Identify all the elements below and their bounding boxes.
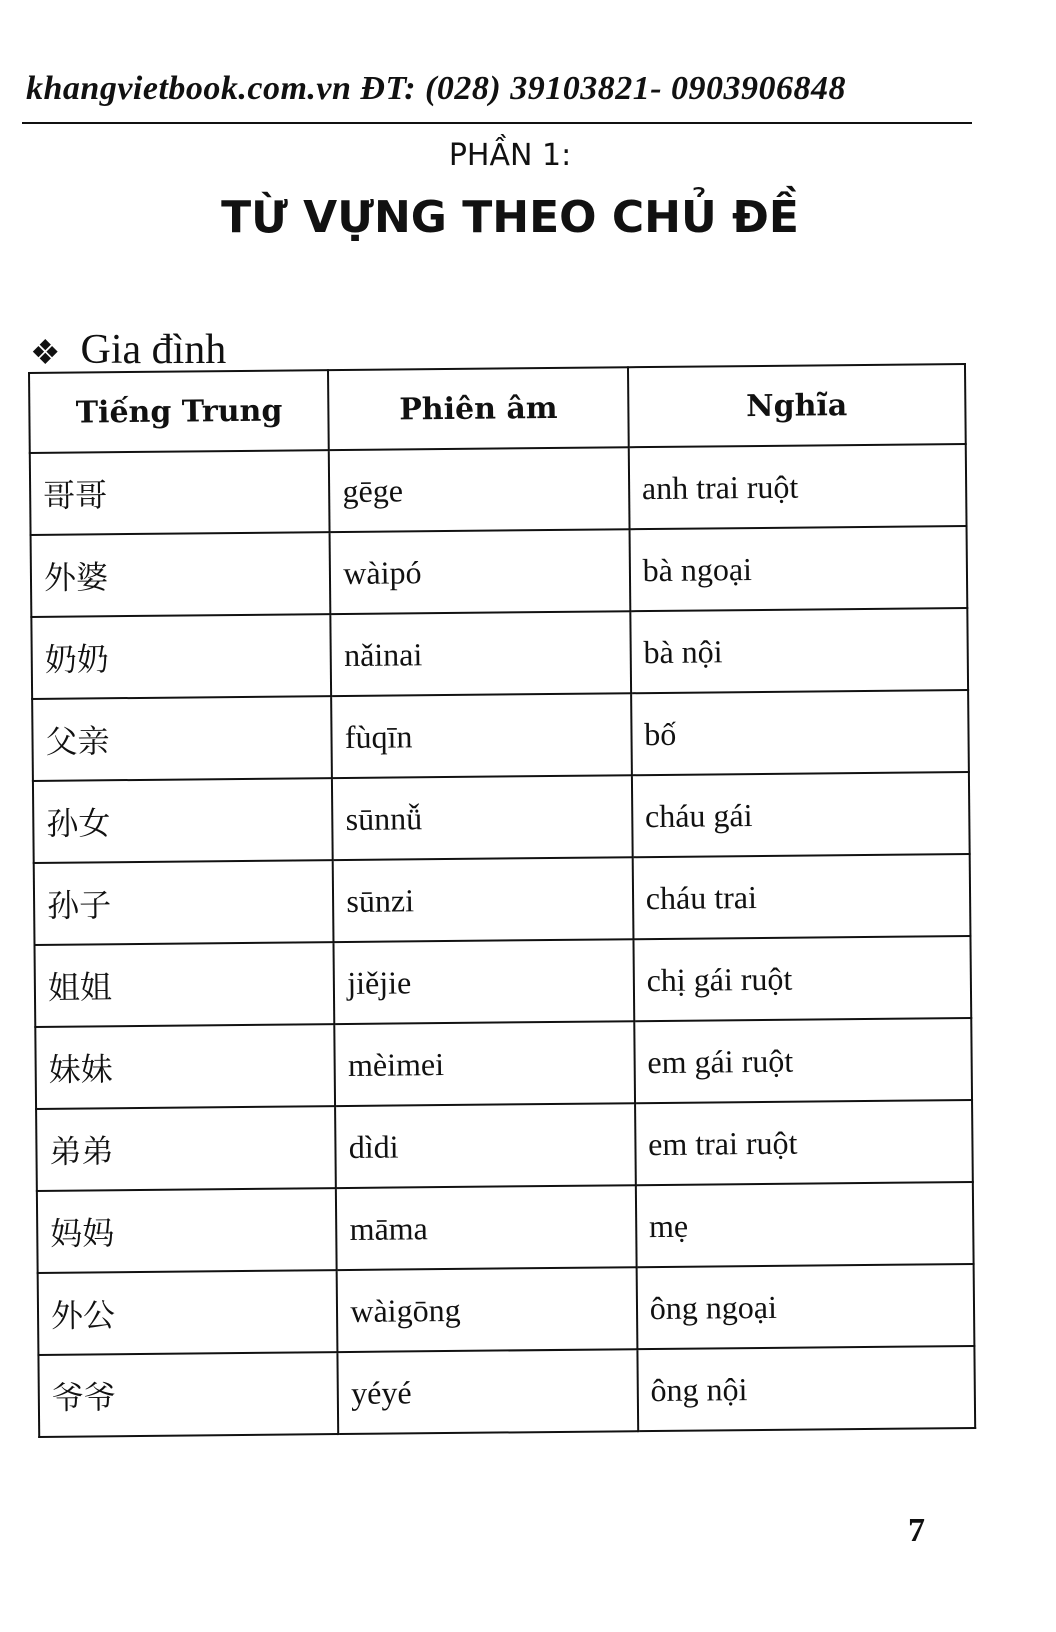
table-row	[38, 1346, 975, 1437]
meaning-cell: mẹ	[636, 1182, 974, 1267]
chinese-cell: 父亲	[32, 696, 332, 781]
table-row	[35, 1018, 972, 1109]
table-header-row	[29, 364, 966, 453]
meaning-cell: em gái ruột	[634, 1018, 972, 1103]
meaning-cell: cháu gái	[632, 772, 970, 857]
table-row	[33, 772, 970, 863]
header-divider	[22, 122, 972, 124]
meaning-cell: ông ngoại	[636, 1264, 974, 1349]
chinese-cell: 外公	[38, 1270, 338, 1355]
table-row	[34, 854, 971, 945]
chinese-cell: 哥哥	[30, 450, 330, 535]
meaning-cell: chị gái ruột	[633, 936, 971, 1021]
chinese-cell: 姐姐	[35, 942, 335, 1027]
pinyin-cell: jiějie	[334, 939, 634, 1024]
pinyin-cell: māma	[336, 1185, 636, 1270]
chinese-cell: 孙子	[34, 860, 334, 945]
part-label: PHẦN 1:	[448, 138, 572, 173]
diamond-bullet-icon: ❖	[30, 335, 61, 373]
table-row	[32, 690, 969, 781]
pinyin-cell: gēge	[329, 447, 629, 532]
table-row	[38, 1264, 975, 1355]
table-row	[31, 526, 968, 617]
column-header-pinyin: Phiên âm	[328, 367, 628, 450]
chinese-cell: 妈妈	[37, 1188, 337, 1273]
pinyin-cell: yéyé	[338, 1349, 638, 1434]
chinese-cell: 奶奶	[31, 614, 331, 699]
pinyin-cell: sūnnǚ	[332, 775, 632, 860]
column-header-meaning: Nghĩa	[628, 364, 966, 447]
page-header: khangvietbook.com.vn ĐT: (028) 39103821- 0903906848	[26, 70, 847, 107]
pinyin-cell: nǎinai	[331, 611, 631, 696]
meaning-cell: bố	[631, 690, 969, 775]
chinese-cell: 弟弟	[36, 1106, 336, 1191]
table-row	[35, 936, 972, 1027]
section-heading	[30, 326, 226, 374]
pinyin-cell: sūnzi	[333, 857, 633, 942]
meaning-cell: cháu trai	[632, 854, 970, 939]
chapter-title: TỪ VỰNG THEO CHỦ ĐỀ	[221, 192, 799, 243]
pinyin-cell: mèimei	[335, 1021, 635, 1106]
table-row	[36, 1100, 973, 1191]
column-header-chinese: Tiếng Trung	[29, 370, 329, 453]
pinyin-cell: wàigōng	[337, 1267, 637, 1352]
meaning-cell: em trai ruột	[635, 1100, 973, 1185]
chinese-cell: 妹妹	[35, 1024, 335, 1109]
meaning-cell: anh trai ruột	[628, 444, 966, 529]
meaning-cell: bà nội	[630, 608, 968, 693]
table-row	[31, 608, 968, 699]
table-row	[30, 444, 967, 535]
chinese-cell: 外婆	[31, 532, 331, 617]
page-number: 7	[908, 1512, 925, 1549]
pinyin-cell: wàipó	[330, 529, 630, 614]
section-title: Gia đình	[80, 327, 227, 373]
table-row	[37, 1182, 974, 1273]
meaning-cell: bà ngoại	[629, 526, 967, 611]
pinyin-cell: dìdi	[335, 1103, 635, 1188]
pinyin-cell: fùqīn	[331, 693, 631, 778]
chinese-cell: 孙女	[33, 778, 333, 863]
meaning-cell: ông nội	[637, 1346, 975, 1431]
vocabulary-table	[28, 363, 976, 1438]
chinese-cell: 爷爷	[38, 1352, 338, 1437]
